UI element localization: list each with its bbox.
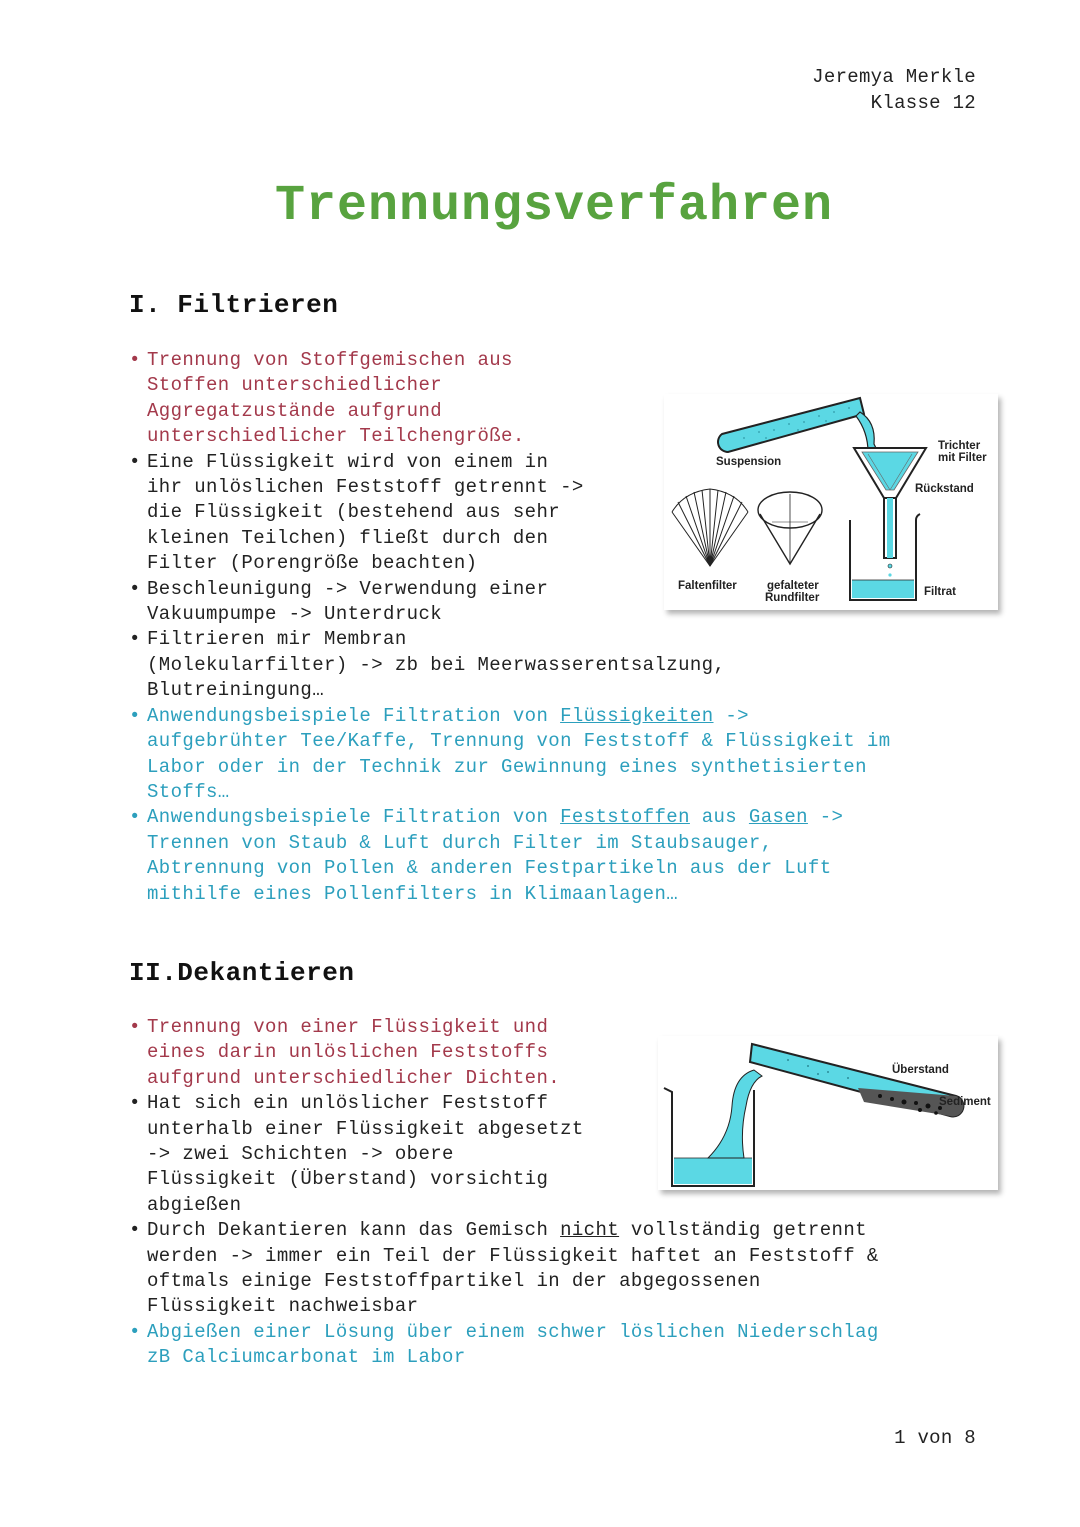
bullet-acceleration: • Beschleunigung -> Verwendung einer Vakuumpumpe -> Unterdruck — [129, 577, 891, 628]
bullet-examples-liquids: • Anwendungsbeispiele Filtration von Flüssigkeiten -> aufgebrühter Tee/Kaffe, Trennung von Feststoff & Flüssigkeit im Labor oder in der Technik zur Gewinnung eines synthetisierten Stoffs… — [129, 704, 891, 806]
label-rundfilter-2: Rundfilter — [765, 592, 820, 604]
beaker-decant — [664, 1070, 762, 1186]
page-number: 1 von 8 — [894, 1427, 976, 1449]
label-rueckstand: Rückstand — [915, 483, 974, 495]
section-heading-filtrieren: I. Filtrieren — [129, 290, 339, 320]
author-name: Jeremya Merkle — [812, 66, 976, 88]
faltenfilter-icon — [672, 489, 748, 566]
tilted-tube — [750, 1044, 963, 1116]
label-filtrat: Filtrat — [924, 586, 956, 598]
author-header — [812, 64, 976, 116]
decanting-illustration — [658, 1036, 998, 1190]
decanting-diagram — [658, 1036, 998, 1190]
label-ueberstand: Überstand — [892, 1064, 949, 1076]
bullet-procedure-dekantieren: • Hat sich ein unlöslicher Feststoff unterhalb einer Flüssigkeit abgesetzt -> zwei Schichten -> obere Flüssigkeit (Überstand) vorsichtig abgießen — [129, 1091, 879, 1218]
bullet-examples-solids: • Anwendungsbeispiele Filtration von Feststoffen aus Gasen -> Trennen von Staub & Luft durch Filter im Staubsauger, Abtrennung von Pollen & anderen Festpartikeln aus der Luft mithilfe eines Pollenfilters in Klimaanlagen… — [129, 805, 891, 907]
label-trichter-1: Trichter — [938, 440, 981, 452]
bullet-definition-dekantieren: • Trennung von einer Flüssigkeit und eines darin unlöslichen Feststoffs aufgrund unterschiedlicher Dichten. — [129, 1015, 879, 1091]
filtration-illustration — [664, 394, 998, 610]
test-tube-suspension — [718, 398, 878, 452]
bullet-definition: • Trennung von Stoffgemischen aus Stoffen unterschiedlicher Aggregatzustände aufgrund unterschiedlicher Teilchengröße. — [129, 348, 891, 450]
label-sediment: Sediment — [939, 1096, 991, 1108]
label-suspension: Suspension — [716, 456, 782, 468]
label-trichter-2: mit Filter — [938, 452, 987, 464]
bullet-membrane: • Filtrieren mir Membran (Molekularfilter) -> zb bei Meerwasserentsalzung, Blutreiningung… — [129, 627, 891, 703]
label-rundfilter-1: gefalteter — [767, 580, 819, 592]
label-faltenfilter: Faltenfilter — [678, 580, 737, 592]
class-label: Klasse 12 — [870, 92, 976, 114]
bullet-example-dekantieren: • Abgießen einer Lösung über einem schwer löslichen Niederschlag zB Calciumcarbonat im Labor — [129, 1320, 879, 1371]
bullet-limitation: • Durch Dekantieren kann das Gemisch nicht vollständig getrennt werden -> immer ein Teil der Flüssigkeit haftet an Feststoff & oftmals einige Feststoffpartikel in der abgegossenen Flüssigkeit nachweisbar — [129, 1218, 879, 1320]
section-heading-dekantieren: II.Dekantieren — [129, 958, 355, 988]
bullet-procedure: • Eine Flüssigkeit wird von einem in ihr unlöslichen Feststoff getrennt -> die Flüssigkeit (bestehend aus sehr kleinen Teilchen) fließt durch den Filter (Porengröße beachten) — [129, 450, 891, 577]
filtration-diagram — [664, 394, 998, 610]
rundfilter-icon — [758, 492, 822, 564]
page-title: Trennungsverfahren — [274, 178, 834, 235]
